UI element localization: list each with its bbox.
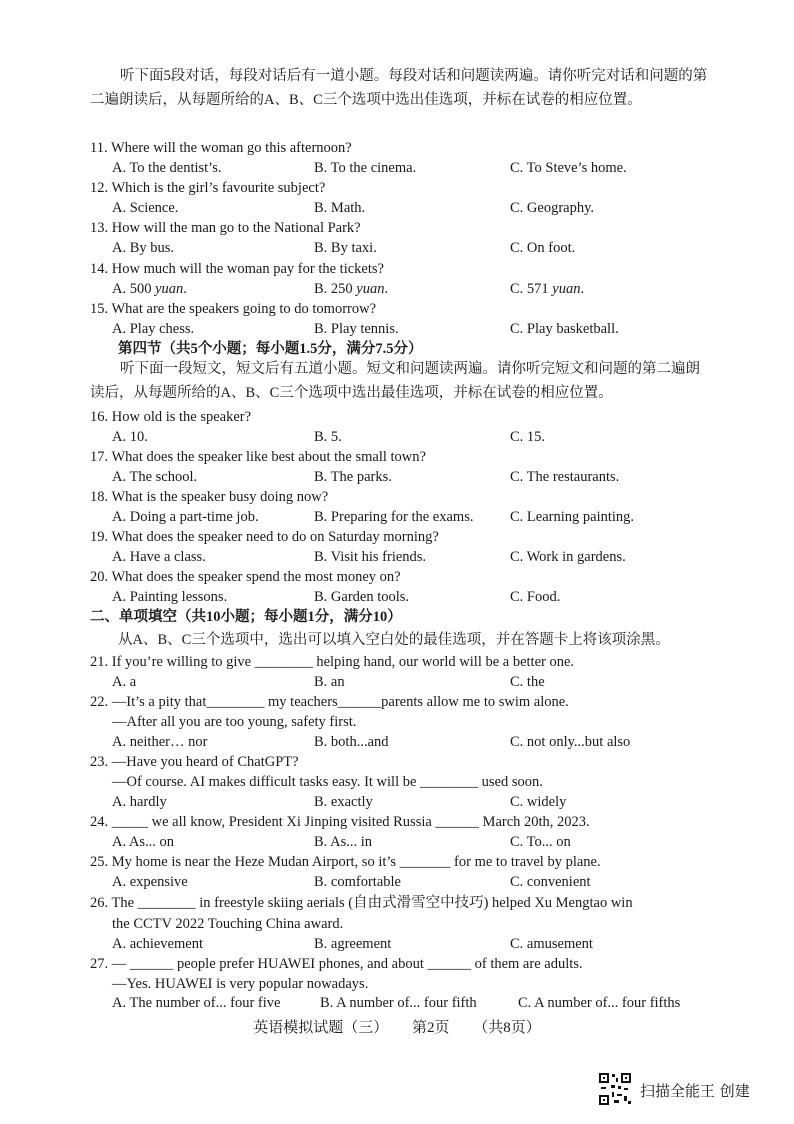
question-27: 27. — ______ people prefer HUAWEI phones, and about ______ of them are adults. [90,956,583,972]
option-b: B. Visit his friends. [314,549,427,565]
option-b: B. The parks. [314,469,392,485]
question-11: 11. Where will the woman go this afternoon? [90,140,352,156]
question-26: 26. The ________ in freestyle skiing aerials (自由式滑雪空中技巧) helped Xu Mengtao win [90,895,633,911]
option-a: A. neither… nor [112,734,208,750]
option-a: A. As... on [112,834,175,850]
page-number: 第2页 [411,1020,450,1036]
option-b: B. By taxi. [314,240,377,256]
question-25: 25. My home is near the Heze Mudan Airport, so it’s _______ for me to travel by plane. [90,854,601,870]
option-b: B. Play tennis. [314,321,399,337]
option-c: C. To... on [510,834,571,850]
option-a: A. The school. [112,469,198,485]
option-b: B. A number of... four fifth [320,995,477,1011]
question-22: 22. —It’s a pity that________ my teachers______parents allow me to swim alone. [90,694,569,710]
option-b: B. 250 yuan. [314,281,389,297]
question-14: 14. How much will the woman pay for the tickets? [90,261,384,277]
question-23: 23. —Have you heard of ChatGPT? [90,754,299,770]
option-c: C. Food. [510,589,561,605]
option-c: C. Learning painting. [510,509,635,525]
option-c: C. On foot. [510,240,576,256]
page-footer [0,1016,794,1037]
option-a: A. Have a class. [112,549,206,565]
section2-instruction: 从A、B、C三个选项中，选出可以填入空白处的最佳选项，并在答题卡上将该项涂黑。 [118,632,670,648]
option-a: A. Play chess. [112,321,195,337]
question-22-reply: —After all you are too young, safety first. [112,714,357,730]
question-12: 12. Which is the girl’s favourite subject? [90,180,326,196]
option-c: C. To Steve’s home. [510,160,627,176]
option-c: C. The restaurants. [510,469,620,485]
option-a: A. Science. [112,200,179,216]
page-total: （共8页） [473,1020,541,1036]
option-a: A. To the dentist’s. [112,160,222,176]
option-b: B. exactly [314,794,373,810]
question-13: 13. How will the man go to the National Park? [90,220,361,236]
option-c: C. widely [510,794,567,810]
option-a: A. By bus. [112,240,175,256]
question-21: 21. If you’re willing to give ________ helping hand, our world will be a better one. [90,654,575,670]
part4-title: 第四节（共5个小题；每小题1.5分，满分7.5分） [118,341,423,357]
question-18: 18. What is the speaker busy doing now? [90,489,329,505]
option-b: B. comfortable [314,874,401,890]
option-a: A. achievement [112,936,203,952]
option-c: C. the [510,674,545,690]
option-b: B. both...and [314,734,389,750]
question-19: 19. What does the speaker need to do on Saturday morning? [90,529,439,545]
option-c: C. A number of... four fifths [518,995,681,1011]
question-24: 24. _____ we all know, President Xi Jinping visited Russia ______ March 20th, 2023. [90,814,590,830]
option-a: A. Painting lessons. [112,589,228,605]
qr-code-icon [598,1072,632,1106]
question-23-reply: —Of course. AI makes difficult tasks easy. It will be ________ used soon. [112,774,543,790]
option-b: B. To the cinema. [314,160,417,176]
option-c: C. 571 yuan. [510,281,585,297]
option-c: C. 15. [510,429,546,445]
option-b: B. an [314,674,345,690]
option-b: B. 5. [314,429,342,445]
question-27-reply: —Yes. HUAWEI is very popular nowadays. [112,976,369,992]
option-a: A. 500 yuan. [112,281,187,297]
exam-title: 英语模拟试题（三） [253,1020,389,1036]
section2-title: 二、单项填空（共10小题；每小题1分，满分10） [90,609,402,625]
option-c: C. Geography. [510,200,595,216]
option-a: A. Doing a part-time job. [112,509,259,525]
part3-instruction: 听下面5段对话，每段对话后有一道小题。每段对话和问题读两遍。请你听完对话和问题的第二遍朗读后，从每题所给的A、B、C三个选项中选出佳选项，并标在试卷的相应位置。 [90,68,708,108]
option-c: C. convenient [510,874,591,890]
scanner-watermark: 扫描全能王 创建 [640,1082,750,1100]
option-a: A. The number of... four five [112,995,281,1011]
option-b: B. Garden tools. [314,589,410,605]
option-b: B. agreement [314,936,392,952]
part4-instruction: 听下面一段短文，短文后有五道小题。短文和问题读两遍。请你听完短文和问题的第二遍朗读后，从每题所给的A、B、C三个选项中选出最佳选项，并标在试卷的相应位置。 [90,361,700,401]
question-20: 20. What does the speaker spend the most money on? [90,569,401,585]
option-c: C. amusement [510,936,593,952]
question-15: 15. What are the speakers going to do tomorrow? [90,301,377,317]
option-b: B. Math. [314,200,366,216]
question-26-cont: the CCTV 2022 Touching China award. [112,916,344,932]
option-c: C. Play basketball. [510,321,619,337]
option-b: B. As... in [314,834,373,850]
option-a: A. hardly [112,794,167,810]
option-a: A. 10. [112,429,148,445]
option-b: B. Preparing for the exams. [314,509,474,525]
option-c: C. not only...but also [510,734,631,750]
option-c: C. Work in gardens. [510,549,626,565]
question-17: 17. What does the speaker like best about the small town? [90,449,426,465]
option-a: A. a [112,674,137,690]
option-a: A. expensive [112,874,188,890]
question-16: 16. How old is the speaker? [90,409,252,425]
